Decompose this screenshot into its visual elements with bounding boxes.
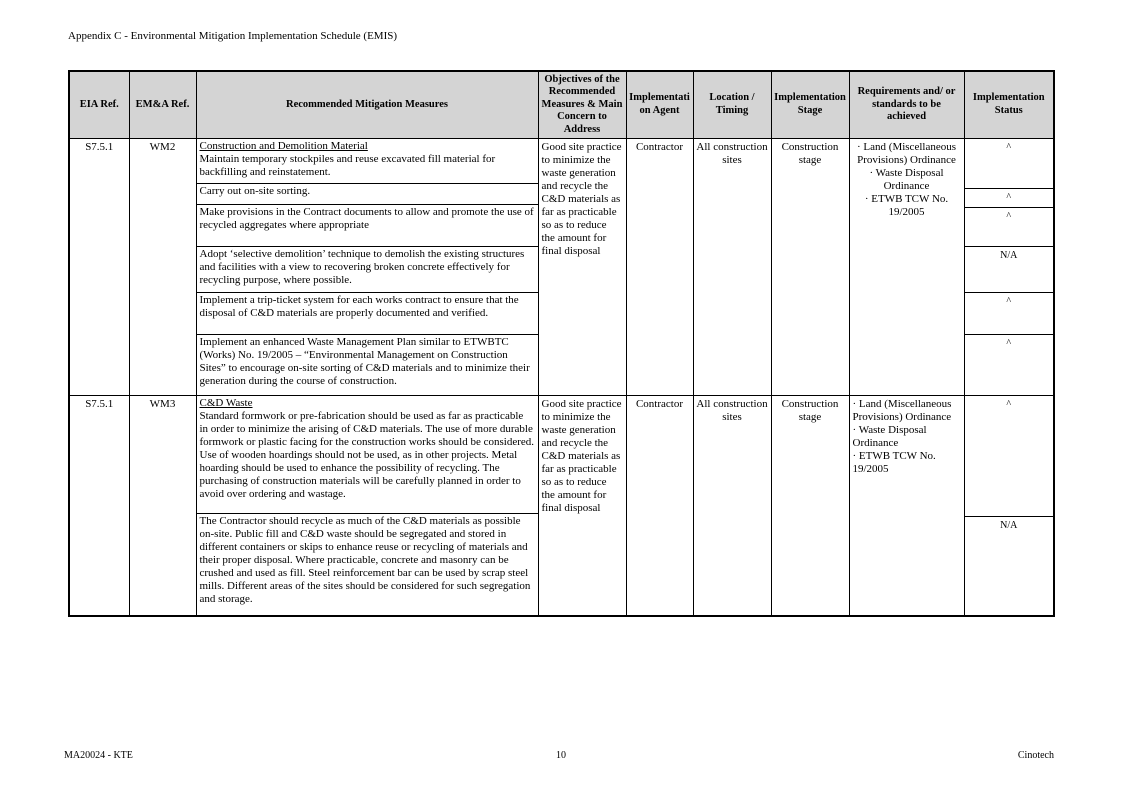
- col-header-eia-ref: EIA Ref.: [69, 71, 129, 138]
- col-header-status: Implementation Status: [964, 71, 1054, 138]
- status-item: ^: [965, 208, 1054, 247]
- status-item: N/A: [1000, 519, 1018, 531]
- status-cell: [964, 138, 1054, 395]
- location-cell: All construction sites: [693, 138, 771, 395]
- agent-cell: Contractor: [626, 138, 693, 395]
- table-row-wm3: [69, 395, 1054, 616]
- measure-item: Make provisions in the Contract documents to allow and promote the use of recycled aggregates where appropriate: [197, 205, 538, 247]
- appendix-title: Appendix C - Environmental Mitigation Implementation Schedule (EMIS): [68, 30, 398, 42]
- measure-item: [197, 139, 538, 184]
- col-header-ema-ref: EM&A Ref.: [129, 71, 196, 138]
- ema-ref-cell: WM2: [129, 138, 196, 395]
- measure-item: Implement an enhanced Waste Management Plan similar to ETWBTC (Works) No. 19/2005 – “Environmental Management on Construction Sites” to encourage on-site sorting of C&D materials and to minimize their generation during the course of construction.: [199, 335, 530, 387]
- status-item: ^: [965, 396, 1054, 517]
- col-header-stage: Implementation Stage: [771, 71, 849, 138]
- requirement-item: · Land (Miscellaneous Provisions) Ordinance: [852, 397, 952, 423]
- requirements-cell: [849, 138, 964, 395]
- measure-item: Adopt ‘selective demolition’ technique to demolish the existing structures and facilities with a view to recovering broken concrete effectively for recycling purpose, where possible.: [197, 247, 538, 293]
- col-header-measures: Recommended Mitigation Measures: [196, 71, 538, 138]
- measure-item: [197, 396, 538, 514]
- measure-heading: C&D Waste: [199, 396, 253, 409]
- col-header-location: Location / Timing: [693, 71, 771, 138]
- eia-ref-cell: S7.5.1: [69, 395, 129, 616]
- table-row-wm2: [69, 138, 1054, 395]
- eia-ref-cell: S7.5.1: [69, 138, 129, 395]
- requirement-item: · ETWB TCW No. 19/2005: [864, 192, 949, 218]
- footer-project-ref: MA20024 - KTE: [64, 750, 133, 761]
- requirements-cell: [849, 395, 964, 616]
- status-item: ^: [965, 189, 1054, 208]
- agent-cell: Contractor: [626, 395, 693, 616]
- ema-ref-cell: WM3: [129, 395, 196, 616]
- objectives-cell: Good site practice to minimize the waste generation and recycle the C&D materials as far as practicable so as to reduce the amount for final disposal: [538, 138, 626, 395]
- status-cell: [964, 395, 1054, 616]
- objectives-cell: Good site practice to minimize the waste generation and recycle the C&D materials as far as practicable so as to reduce the amount for final disposal: [538, 395, 626, 616]
- stage-cell: Construction stage: [771, 138, 849, 395]
- col-header-objectives: Objectives of the Recommended Measures & Main Concern to Address: [538, 71, 626, 138]
- status-item: ^: [1006, 337, 1012, 349]
- measure-item: Implement a trip-ticket system for each works contract to ensure that the disposal of C&D materials are properly documented and verified.: [197, 293, 538, 335]
- measure-item: Carry out on-site sorting.: [197, 184, 538, 205]
- requirement-item: · Waste Disposal Ordinance: [852, 423, 927, 449]
- footer-page-number: 10: [556, 750, 566, 761]
- measure-text: Standard formwork or pre-fabrication should be used as far as practicable in order to minimize the arising of C&D materials. The use of more durable formwork or plastic facing for the construction works should be considered. Use of wooden hoardings should not be used, as in other projects. Metal hoarding should be used to enhance the possibility of recycling. The purchasing of construction materials will be carefully planned in order to avoid over ordering and wastage.: [199, 409, 534, 500]
- status-item: N/A: [965, 247, 1054, 293]
- footer-company: Cinotech: [1017, 750, 1054, 761]
- emis-table: [68, 70, 1055, 617]
- status-item: ^: [965, 293, 1054, 335]
- stage-cell: Construction stage: [771, 395, 849, 616]
- status-item: ^: [965, 139, 1054, 189]
- requirement-item: · Waste Disposal Ordinance: [869, 166, 944, 192]
- measure-heading: Construction and Demolition Material: [199, 139, 368, 152]
- col-header-requirements: Requirements and/ or standards to be achieved: [849, 71, 964, 138]
- measures-cell: [196, 138, 538, 395]
- measure-text: Maintain temporary stockpiles and reuse excavated fill material for backfilling and reinstatement.: [199, 152, 496, 178]
- location-cell: All construction sites: [693, 395, 771, 616]
- requirement-item: · ETWB TCW No. 19/2005: [852, 449, 936, 475]
- measure-item: The Contractor should recycle as much of the C&D materials as possible on-site. Public fill and C&D waste should be segregated and stored in different containers or skips to enhance reuse or recycling of materials and their proper disposal. Where practicable, concrete and masonry can be crushed and used as fill. Steel reinforcement bar can be used by scrap steel mills. Different areas of the sites should be considered for such segregation and storage.: [199, 514, 531, 605]
- measures-cell: [196, 395, 538, 616]
- requirement-item: · Land (Miscellaneous Provisions) Ordinance: [857, 140, 956, 166]
- col-header-agent: Implementation Agent: [626, 71, 693, 138]
- header-row: [69, 71, 1054, 138]
